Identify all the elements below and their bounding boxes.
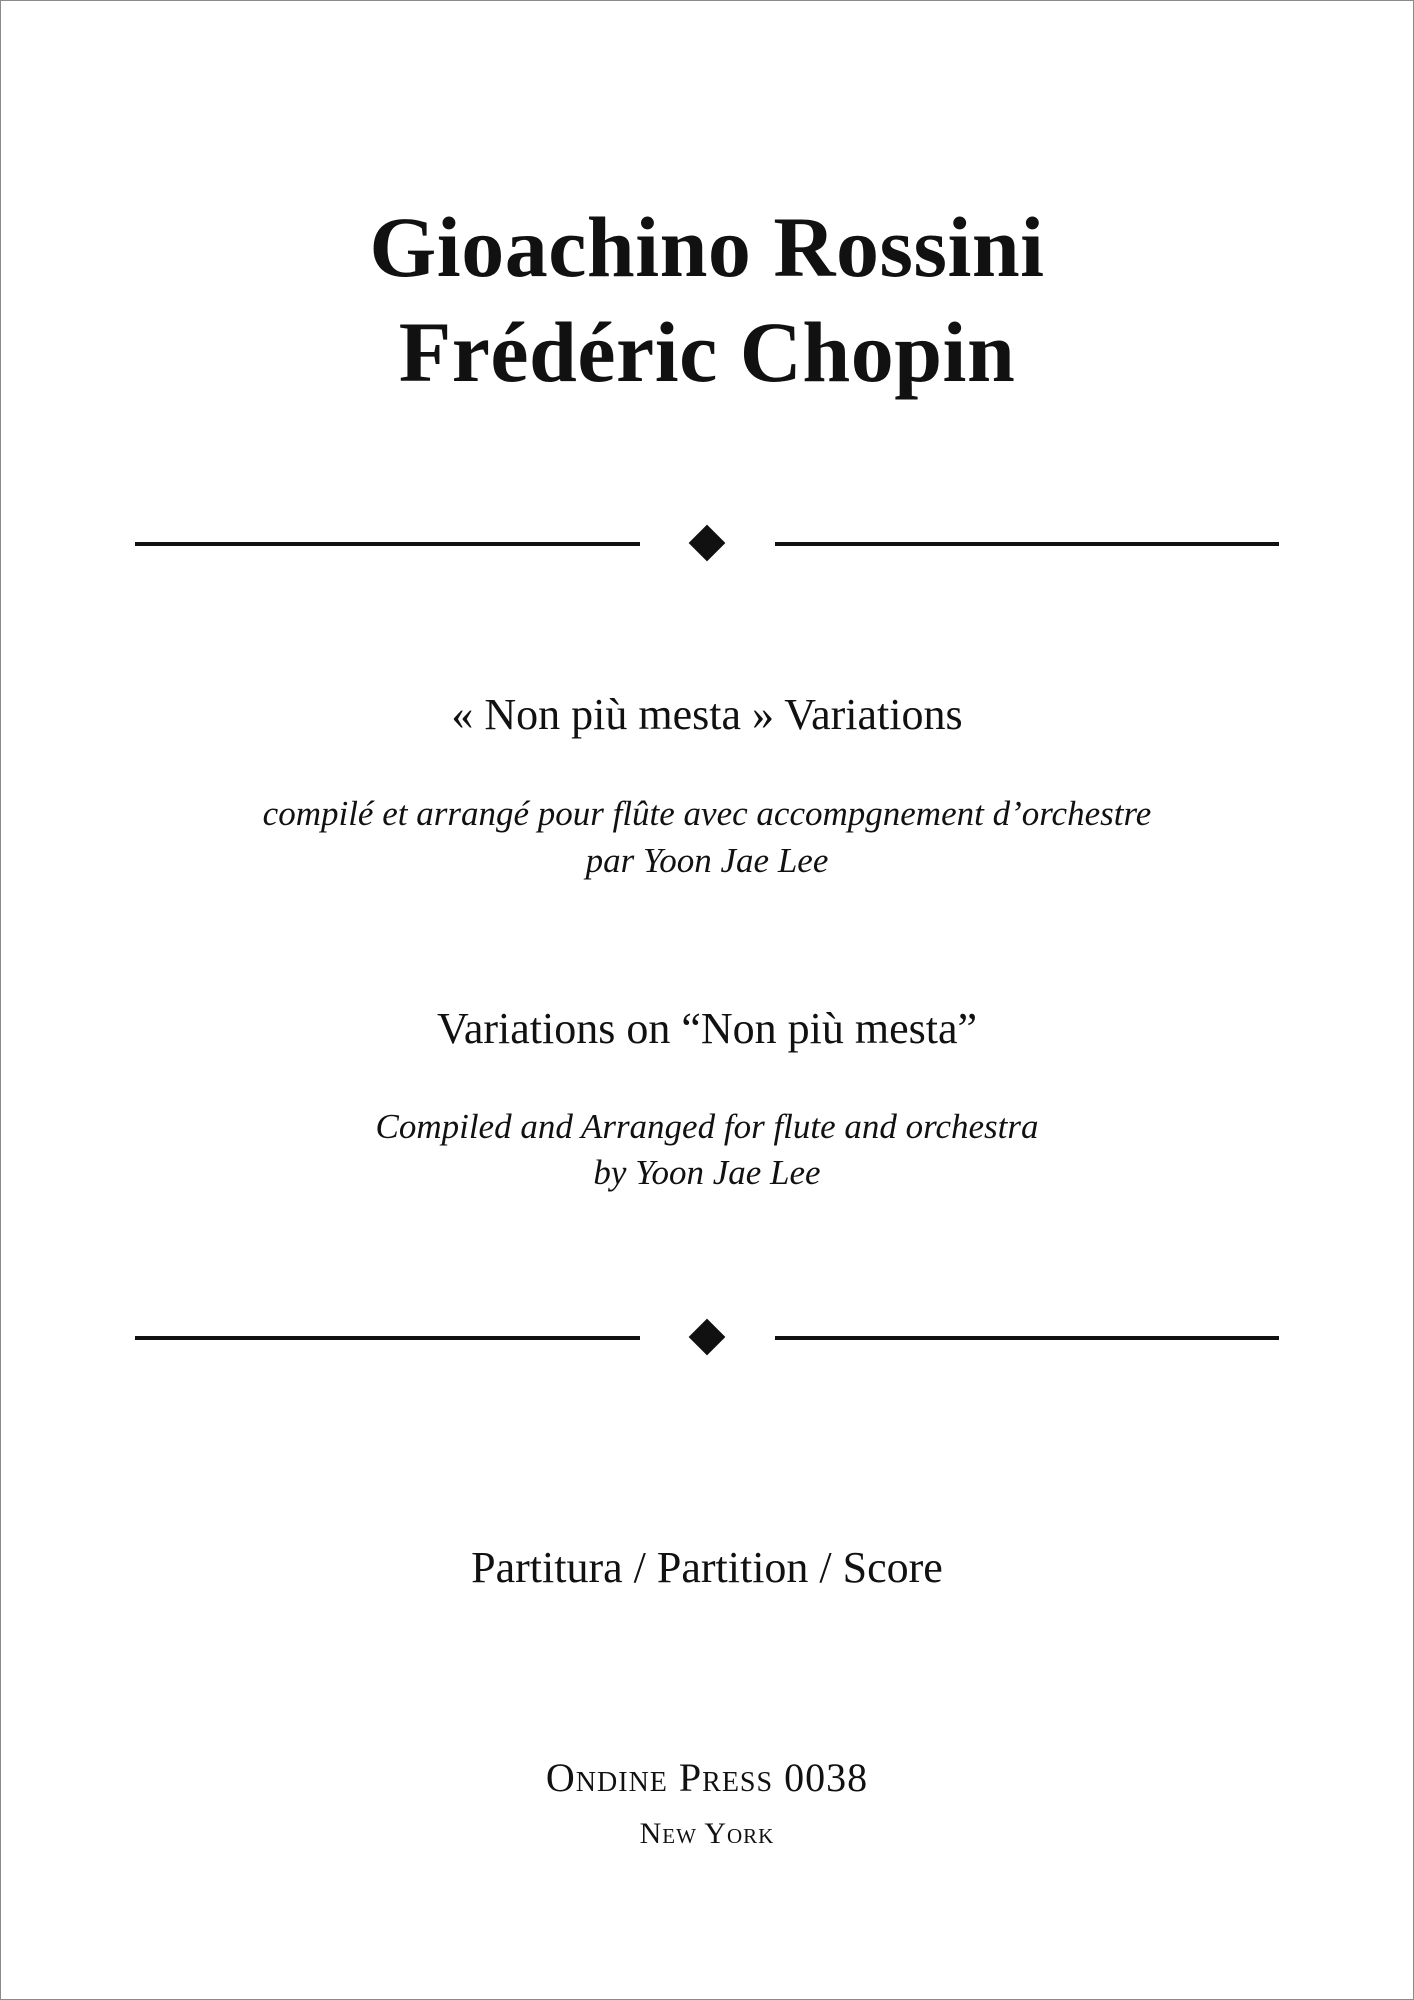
composer-name-chopin: Frédéric Chopin [398,304,1016,400]
english-credit-line-1: Compiled and Arranged for flute and orchestra [375,1107,1039,1146]
publisher-name: Ondine Press 0038 [545,1755,869,1800]
divider-rule-left [135,1336,640,1340]
divider-rule-right [775,1336,1279,1340]
bottom-ornamental-divider [135,1323,1279,1353]
diamond-ornament-icon [689,1319,726,1356]
publisher-city: New York [639,1817,775,1850]
diamond-ornament-icon [689,525,726,562]
divider-rule-right [775,542,1279,546]
english-title: Variations on “Non più mesta” [436,1004,978,1053]
divider-rule-left [135,542,640,546]
english-credit-line-2: by Yoon Jae Lee [593,1153,821,1192]
composer-name-rossini: Gioachino Rossini [369,199,1045,295]
french-credit-line-2: par Yoon Jae Lee [585,841,829,880]
top-ornamental-divider [135,529,1279,559]
edition-type: Partitura / Partition / Score [471,1543,943,1592]
french-title: « Non più mesta » Variations [451,690,963,739]
french-credit-line-1: compilé et arrangé pour flûte avec accompgnement d’orchestre [262,794,1152,833]
